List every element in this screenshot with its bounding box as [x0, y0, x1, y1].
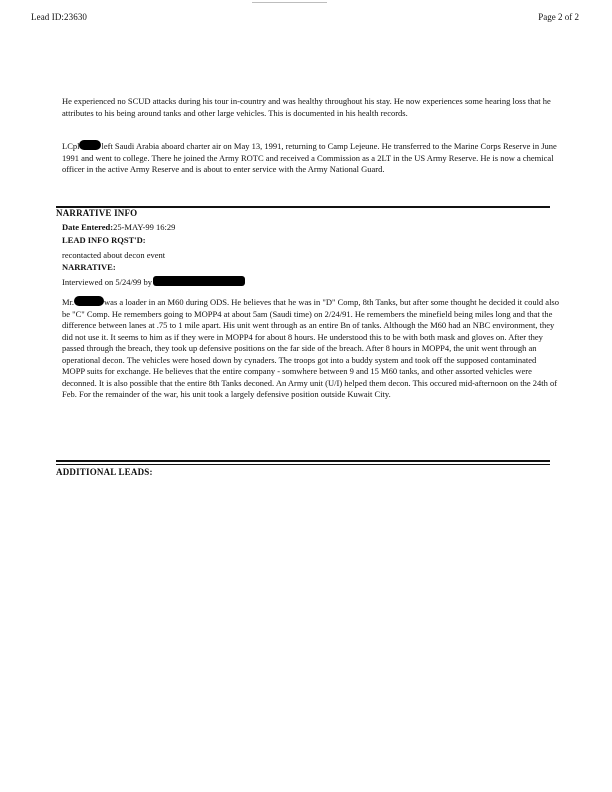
interviewed-text: Interviewed on 5/24/99 by	[62, 277, 152, 287]
date-entered-label: Date Entered:	[62, 222, 114, 232]
lead-id: Lead ID:23630	[31, 12, 88, 22]
narrative-label: NARRATIVE:	[62, 262, 116, 272]
lead-info-value: recontacted about decon event	[62, 250, 166, 260]
paragraph-departure-prefix: LCpl	[62, 141, 80, 151]
additional-leads-title: ADDITIONAL LEADS:	[56, 467, 153, 477]
paragraph-health	[62, 96, 560, 119]
date-entered-row	[62, 222, 175, 232]
interviewed-row	[62, 276, 245, 287]
page-number: Page 2 of 2	[538, 12, 579, 22]
redaction-block	[153, 276, 245, 286]
paragraph-narrative-prefix: Mr.	[62, 297, 75, 307]
paragraph-health-text: He experienced no SCUD attacks during his tour in-country and was healthy throughout his stay. He now experiences some hearing loss that he attributes to his being around tanks and other large vehicles. This is documented in his health records.	[62, 96, 551, 118]
paragraph-departure-text: left Saudi Arabia aboard charter air on May 13, 1991, returning to Camp Lejeune. He transferred to the Marine Corps Reserve in June 1991 and went to college. There he joined the Army ROTC and received a Commission as a 2LT in the US Army Reserve. He is now a chemical officer in the active Army Reserve and is about to enter service with the Army National Guard.	[62, 141, 557, 174]
paragraph-narrative-text: was a loader in an M60 during ODS. He believes that he was in "D" Comp, 8th Tanks, but after some thought he decided it could also be "C" Comp. He remembers going to MOPP4 at about 5am (Saudi time) on 2/24/91. He remembers the minefield being miles long and that the difference between lanes at .75 to 1 mile apart. His unit went through as an entire Bn of tanks. Although the M60 had an NBC environment, they did not use it. It seems to him as if they were in MOPP4 for about 8 hours. He understood this to be with both mask and gloves on. After they passed through the breach, they took up defensive positions on the far side of the breach. After 8 hours in MOPP4, the unit went through an operational decon. The vehicles were hosed down by cynaders. The troops got into a buddy system and took off the supposed contaminated MOPP suits for exchange. He believes that the entire company - somwhere between 9 and 15 M60 tanks, and other assorted vehicles were deconned. It is also possible that the entire 8th Tanks deconed. An Army unit (U/I) helped them decon. This occured mid-afternoon on the 24th of Feb. For the remainder of the war, his unit took a largely defensive position outside Kuwait City.	[62, 297, 559, 399]
redaction-block	[79, 140, 101, 150]
paragraph-departure	[62, 140, 560, 176]
narrative-info-title: NARRATIVE INFO	[56, 208, 138, 218]
date-entered-value: 25-MAY-99 16:29	[113, 222, 176, 232]
redaction-block	[74, 296, 104, 306]
section-divider	[56, 464, 550, 465]
paragraph-narrative	[62, 296, 560, 401]
section-divider	[56, 460, 550, 462]
lead-info-label: LEAD INFO RQST'D:	[62, 235, 146, 245]
scan-artifact-line	[252, 2, 327, 3]
